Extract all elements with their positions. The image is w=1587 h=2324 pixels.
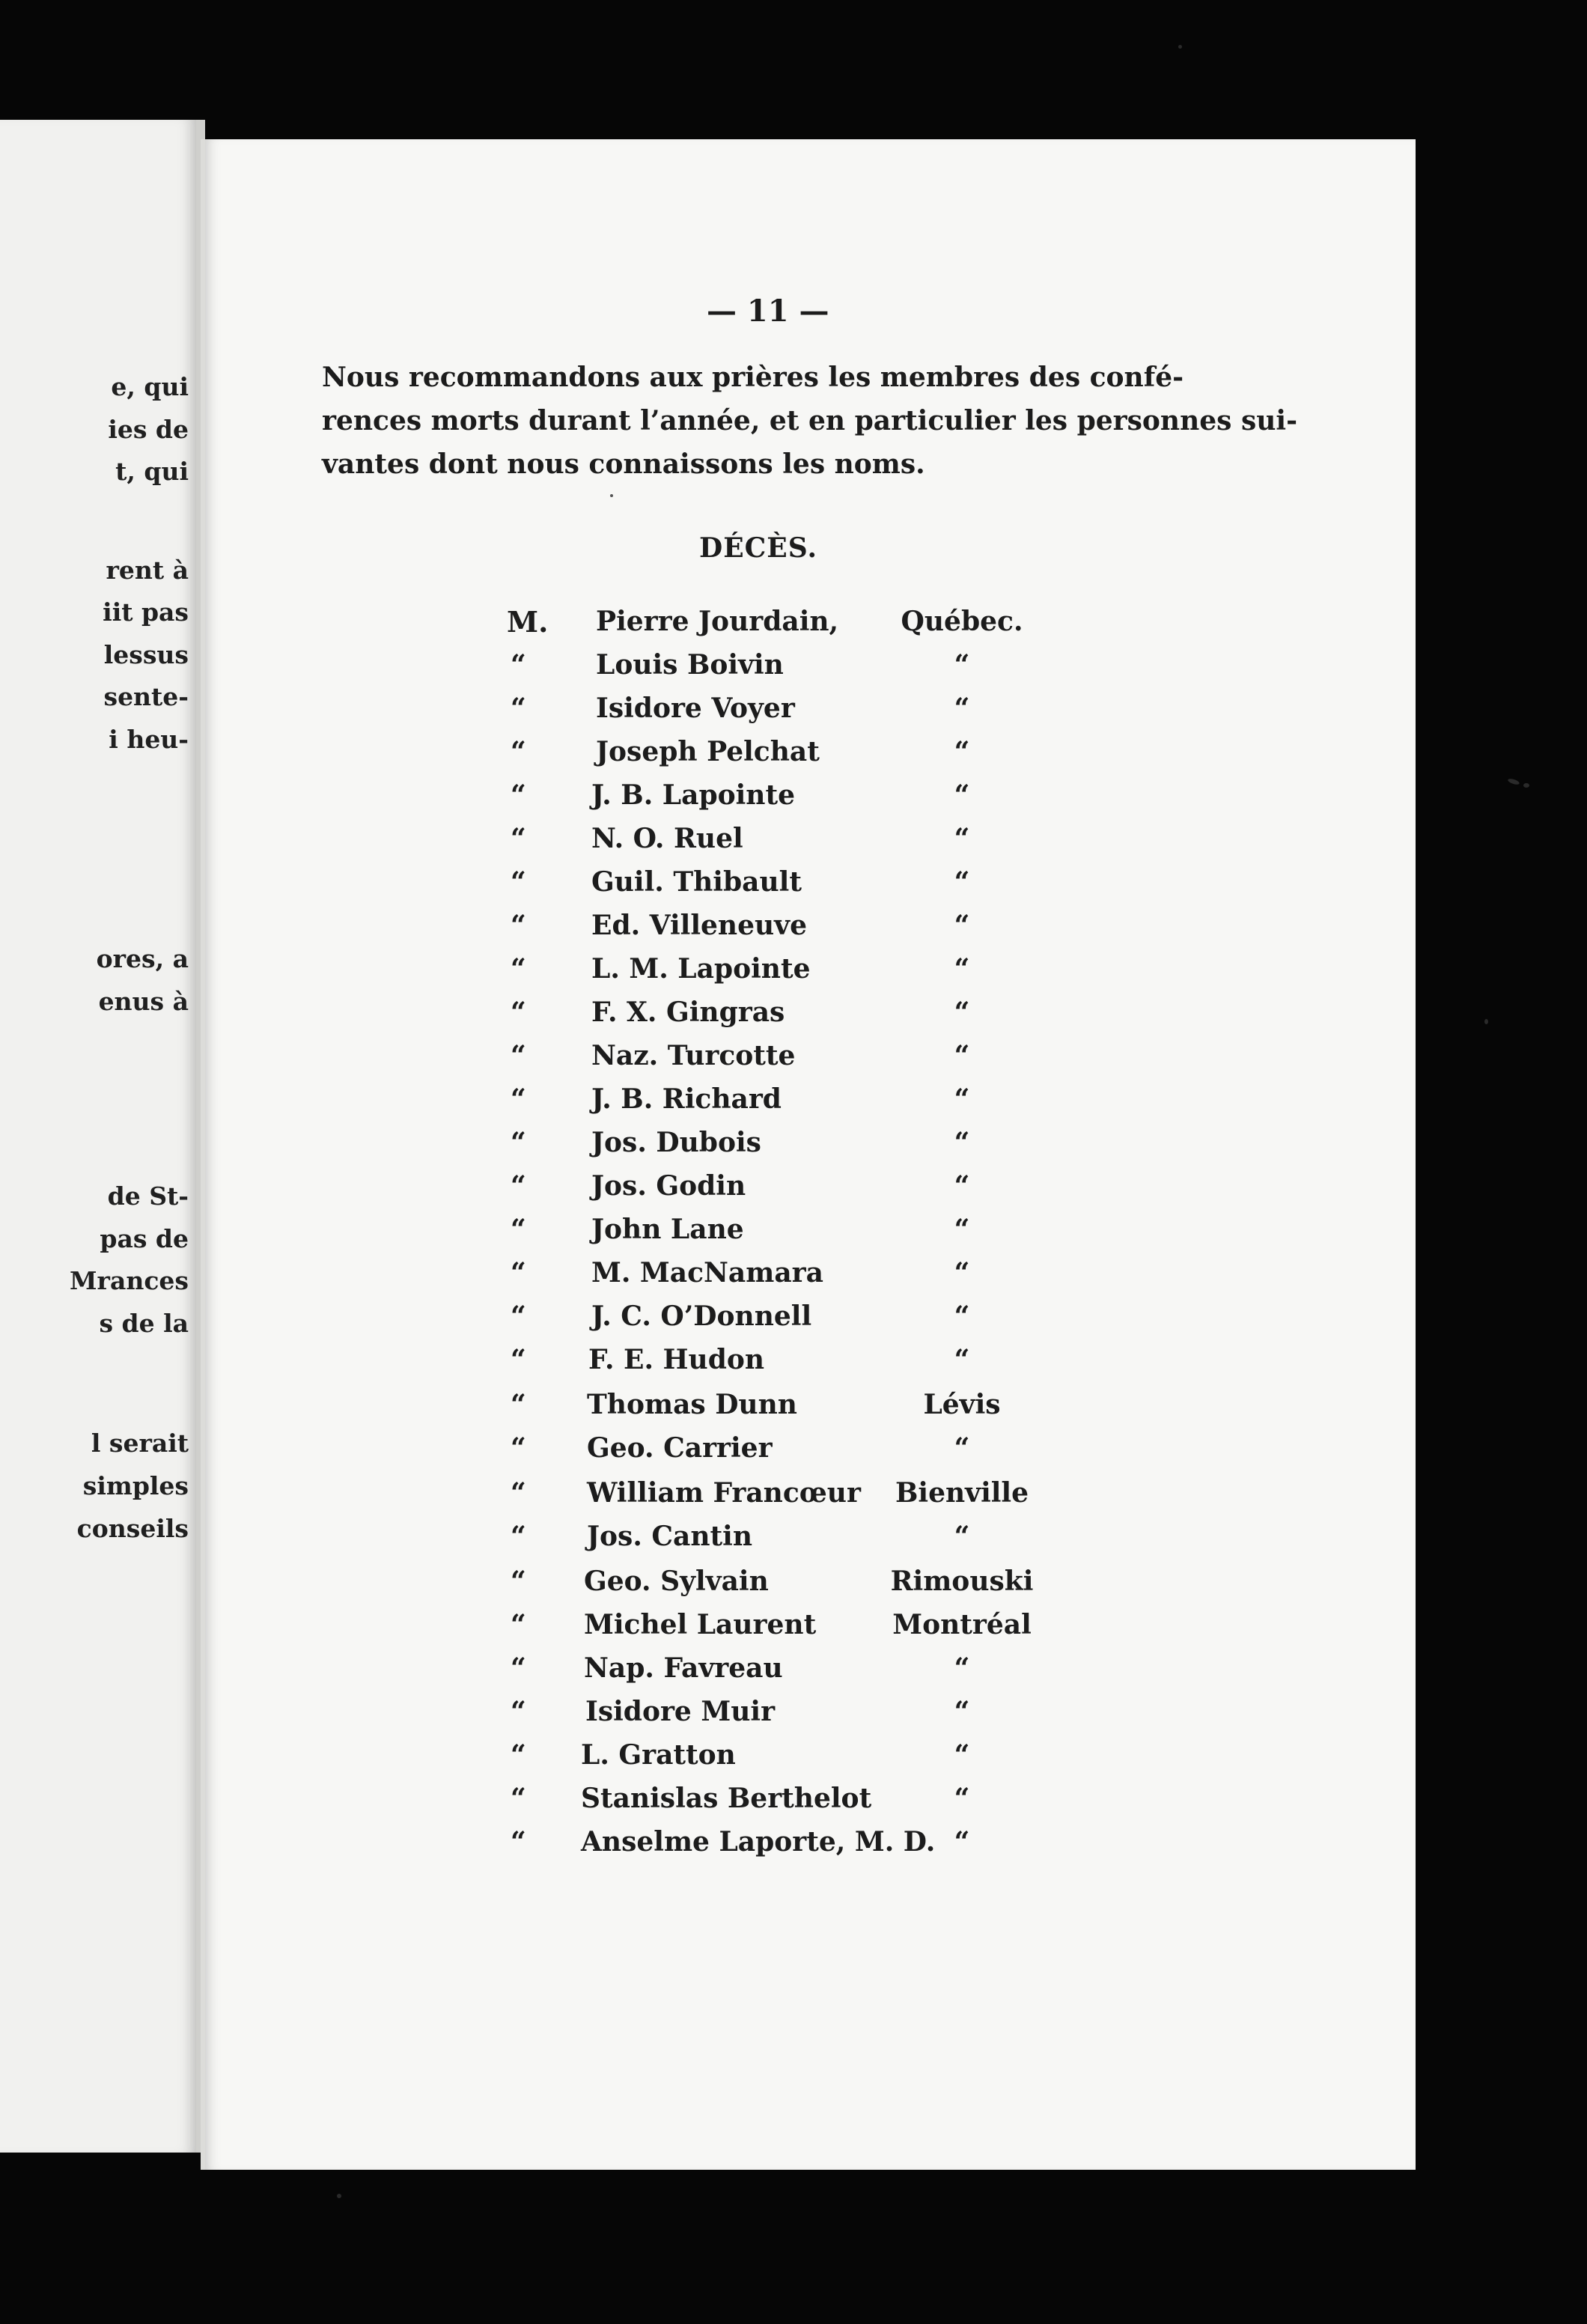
entry-place: “ <box>954 823 970 854</box>
entry-place: Montréal <box>892 1609 1032 1640</box>
entry-name: N. O. Ruel <box>591 823 743 854</box>
entry-place: “ <box>954 1783 970 1814</box>
entry-place: “ <box>954 1696 970 1727</box>
entry-name: Pierre Jourdain, <box>596 606 839 637</box>
page <box>201 139 1416 2170</box>
previous-page-line: i heu- <box>109 725 189 754</box>
entry-place: “ <box>954 1521 970 1552</box>
entry-name: Geo. Sylvain <box>584 1566 769 1597</box>
entry-name: John Lane <box>591 1214 744 1245</box>
previous-page-line: simples <box>82 1471 189 1500</box>
entry-name: Jos. Cantin <box>587 1521 753 1552</box>
page-number: — 11 — <box>707 293 829 329</box>
entry-title: “ <box>511 1652 526 1684</box>
entry-title: “ <box>511 1344 526 1375</box>
previous-page-line: ores, a <box>96 944 189 973</box>
entry-place: “ <box>954 779 970 811</box>
entry-title: “ <box>511 693 526 724</box>
entry-name: L. Gratton <box>581 1739 736 1771</box>
entry-place: “ <box>954 866 970 898</box>
entry-title: “ <box>511 1257 526 1289</box>
entry-name: J. B. Richard <box>591 1083 782 1115</box>
entry-title: “ <box>511 1826 526 1858</box>
entry-title: “ <box>511 779 526 811</box>
entry-name: J. B. Lapointe <box>591 779 796 811</box>
entry-name: Anselme Laporte, M. D. <box>581 1826 936 1858</box>
entry-name: Thomas Dunn <box>587 1389 797 1420</box>
entry-name: Isidore Muir <box>585 1696 776 1727</box>
entry-title: “ <box>511 1389 526 1420</box>
entry-place: “ <box>954 910 970 941</box>
entry-name: Jos. Godin <box>591 1170 746 1202</box>
entry-title: “ <box>511 1214 526 1245</box>
entry-name: William Francœur <box>587 1477 861 1509</box>
previous-page-line: iit pas <box>103 597 189 627</box>
entry-name: Louis Boivin <box>596 649 784 681</box>
intro-line: vantes dont nous connaissons les noms. <box>322 448 925 480</box>
entry-name: Ed. Villeneuve <box>591 910 807 941</box>
previous-page-line: s de la <box>99 1309 189 1338</box>
entry-title: “ <box>511 1696 526 1727</box>
entry-title: “ <box>511 953 526 985</box>
entry-name: F. E. Hudon <box>588 1344 765 1375</box>
section-heading: DÉCÈS. <box>699 532 817 564</box>
previous-page-line: pas de <box>100 1224 189 1253</box>
entry-name: F. X. Gingras <box>591 997 785 1028</box>
previous-page-line: rent à <box>106 556 189 585</box>
entry-name: Jos. Dubois <box>591 1127 761 1158</box>
entry-title: “ <box>511 1609 526 1640</box>
entry-title: “ <box>511 910 526 941</box>
entry-title: M. <box>507 605 549 639</box>
previous-page-line: conseils <box>76 1514 189 1543</box>
entry-place: “ <box>954 693 970 724</box>
entry-place: “ <box>954 1432 970 1464</box>
entry-name: Isidore Voyer <box>596 693 795 724</box>
entry-place: “ <box>954 1301 970 1332</box>
intro-line: rences morts durant l’année, et en particulier les personnes sui- <box>322 405 1298 436</box>
entry-place: “ <box>954 1344 970 1375</box>
previous-page-line: Mrances <box>70 1266 189 1295</box>
entry-place: “ <box>954 1652 970 1684</box>
entry-name: Naz. Turcotte <box>591 1040 796 1071</box>
entry-place: “ <box>954 1170 970 1202</box>
entry-name: Guil. Thibault <box>591 866 802 898</box>
entry-title: “ <box>511 1301 526 1332</box>
previous-page <box>0 120 205 2153</box>
entry-title: “ <box>511 1170 526 1202</box>
entry-place: “ <box>954 1257 970 1289</box>
entry-place: Lévis <box>923 1389 1001 1420</box>
entry-place: Bienville <box>895 1477 1029 1509</box>
previous-page-line: t, qui <box>115 457 189 486</box>
entry-place: Rimouski <box>890 1566 1034 1597</box>
entry-title: “ <box>511 1566 526 1597</box>
entry-place: “ <box>954 1739 970 1771</box>
entry-title: “ <box>511 1739 526 1771</box>
entry-place: “ <box>954 1040 970 1071</box>
entry-title: “ <box>511 997 526 1028</box>
entry-name: J. C. O’Donnell <box>591 1301 812 1332</box>
previous-page-line: l serait <box>91 1429 189 1458</box>
entry-title: “ <box>511 1083 526 1115</box>
entry-title: “ <box>511 1040 526 1071</box>
entry-place: “ <box>954 1083 970 1115</box>
entry-title: “ <box>511 736 526 767</box>
entry-title: “ <box>511 1783 526 1814</box>
entry-name: Nap. Favreau <box>584 1652 783 1684</box>
entry-place: “ <box>954 649 970 681</box>
entry-title: “ <box>511 649 526 681</box>
entry-name: L. M. Lapointe <box>591 953 811 985</box>
intro-line: Nous recommandons aux prières les membres des confé- <box>322 362 1184 393</box>
entry-place: “ <box>954 736 970 767</box>
entry-title: “ <box>511 1477 526 1509</box>
entry-name: M. MacNamara <box>591 1257 823 1289</box>
entry-place: “ <box>954 997 970 1028</box>
entry-place: “ <box>954 1127 970 1158</box>
entry-title: “ <box>511 823 526 854</box>
entry-place: Québec. <box>901 606 1023 637</box>
entry-place: “ <box>954 1214 970 1245</box>
entry-name: Michel Laurent <box>584 1609 817 1640</box>
entry-name: Geo. Carrier <box>587 1432 773 1464</box>
previous-page-line: e, qui <box>111 372 189 401</box>
entry-title: “ <box>511 1521 526 1552</box>
entry-name: Joseph Pelchat <box>596 736 820 767</box>
previous-page-line: ies de <box>108 415 189 444</box>
entry-title: “ <box>511 866 526 898</box>
previous-page-line: de St- <box>107 1181 189 1211</box>
entry-title: “ <box>511 1432 526 1464</box>
entry-name: Stanislas Berthelot <box>581 1783 872 1814</box>
entry-place: “ <box>954 1826 970 1858</box>
entry-title: “ <box>511 1127 526 1158</box>
entry-place: “ <box>954 953 970 985</box>
previous-page-line: enus à <box>98 987 189 1016</box>
previous-page-line: lessus <box>103 640 189 669</box>
previous-page-line: sente- <box>103 682 189 711</box>
